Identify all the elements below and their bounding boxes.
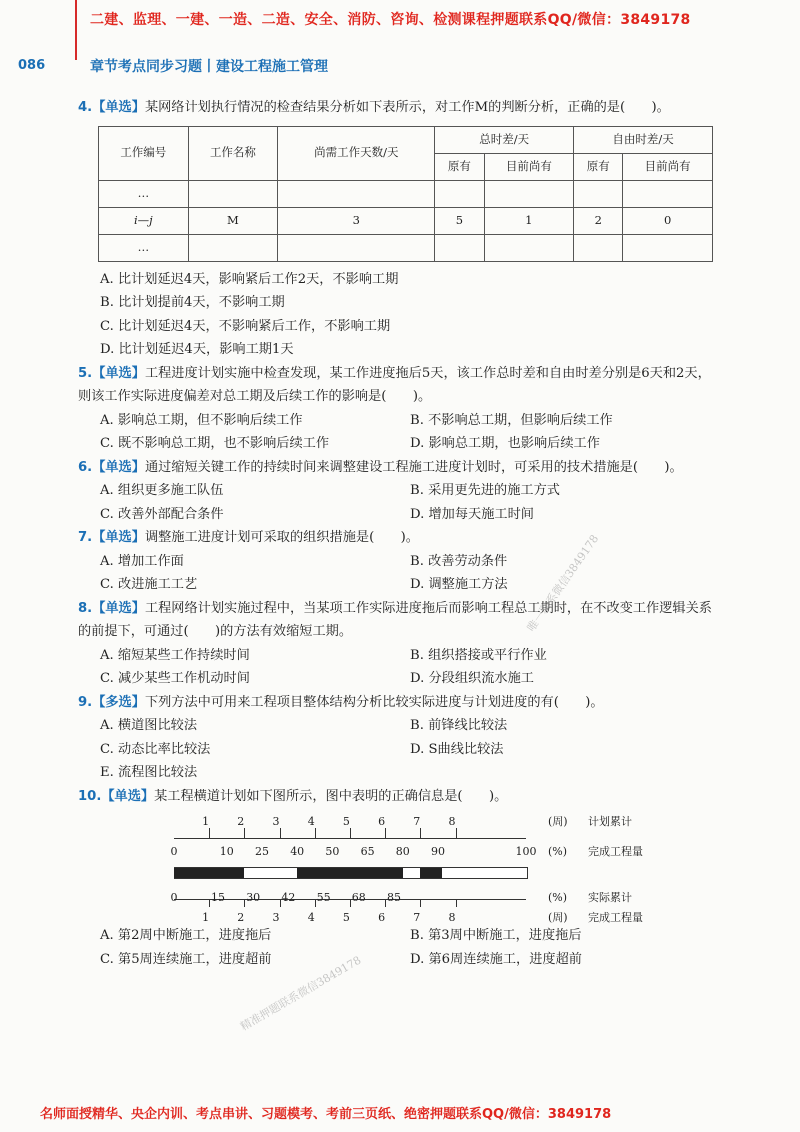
question-type: 【单选】 — [101, 788, 155, 804]
table-cell — [574, 234, 623, 261]
actual-percent-label: 0 — [170, 891, 178, 904]
table-cell: … — [99, 180, 189, 207]
question-list — [78, 96, 718, 971]
week-tick-label: 2 — [237, 815, 245, 828]
option-d: D. 第6周连续施工，进度超前 — [410, 951, 582, 967]
actual-percent-label: 42 — [281, 891, 296, 904]
week-tick-label: 1 — [202, 815, 210, 828]
actual-percent-label: 15 — [211, 891, 225, 904]
table-cell: i—j — [99, 207, 189, 234]
table-cell — [435, 180, 484, 207]
table-cell: 2 — [574, 207, 623, 234]
planned-percent-label: 80 — [395, 845, 410, 858]
table-cell — [574, 180, 623, 207]
week-tick-label: 8 — [448, 815, 456, 828]
week-tick-label: 3 — [272, 815, 280, 828]
question-stem: 调整施工进度计划可采取的组织措施是( )。 — [144, 530, 419, 545]
option-a: A. 第2周中断施工，进度拖后 — [100, 928, 272, 943]
week-tick-label: 8 — [448, 911, 456, 924]
progress-bar-chart — [78, 810, 718, 924]
option-c: C. 改善外部配合条件 — [100, 506, 224, 522]
table-cell — [623, 180, 713, 207]
table-cell — [623, 234, 713, 261]
option-a: A. 组织更多施工队伍 — [100, 483, 224, 498]
week-tick — [315, 899, 316, 907]
planned-percent-label: 40 — [290, 845, 305, 858]
option-a: A. 比计划延迟4天，影响紧后工作2天，不影响工期 — [100, 271, 399, 287]
week-tick-label: 6 — [378, 815, 386, 828]
top-week-unit: (周) — [548, 815, 568, 828]
week-tick — [350, 828, 351, 838]
option-d: D. 分段组织流水施工 — [410, 671, 534, 686]
option-c: C. 改进施工工艺 — [100, 577, 198, 592]
table-subheader: 原有 — [574, 153, 623, 180]
week-tick-label: 1 — [202, 911, 210, 924]
table-cell — [484, 234, 574, 261]
week-tick — [456, 899, 457, 907]
option-e: E. 流程图比较法 — [100, 765, 198, 780]
bottom-week-unit: (周) — [548, 911, 568, 924]
table-cell — [278, 234, 435, 261]
check-result-table — [98, 126, 713, 262]
actual-percent-label: 55 — [316, 891, 331, 904]
worked-segment — [174, 868, 244, 878]
option-list — [100, 644, 718, 691]
question-number: 5. — [78, 365, 93, 381]
question-stem: 下列方法中可用来工程项目整体结构分析比较实际进度与计划进度的有( )。 — [144, 694, 604, 710]
planned-percent-label: 100 — [515, 845, 537, 858]
question-stem: 某工程横道计划如下图所示，图中表明的正确信息是( )。 — [154, 788, 508, 804]
option-d: D. 影响总工期，也影响后续工作 — [410, 436, 600, 451]
question-6 — [78, 456, 718, 480]
question-number: 4. — [78, 100, 93, 115]
question-number: 6. — [78, 459, 93, 475]
option-d: D. 调整施工方法 — [410, 577, 508, 592]
option-list — [100, 714, 718, 785]
week-tick-label: 6 — [378, 911, 386, 924]
option-b: B. 前锋线比较法 — [410, 718, 508, 733]
table-cell — [188, 180, 278, 207]
option-list — [100, 550, 718, 597]
question-type: 【单选】 — [92, 365, 145, 381]
table-header: 自由时差/天 — [574, 126, 713, 153]
week-tick — [456, 828, 457, 838]
table-cell — [435, 234, 484, 261]
option-b: B. 采用更先进的施工方式 — [410, 483, 560, 498]
week-tick — [385, 828, 386, 838]
question-stem: 工程网络计划实施过程中，当某项工作实际进度拖后而影响工程总工期时，在不改变工作逻辑关系的前提下，可通过( )的方法有效缩短工期。 — [78, 600, 712, 639]
table-header: 总时差/天 — [435, 126, 574, 153]
actual-percent-label: 68 — [351, 891, 366, 904]
week-tick — [244, 828, 245, 838]
promo-banner-bottom: 名师面授精华、央企内训、考点串讲、习题模考、考前三页纸、绝密押题联系QQ/微信：3849178 — [40, 1107, 612, 1122]
question-type: 【多选】 — [92, 694, 145, 710]
option-list — [100, 479, 718, 526]
table-header: 工作编号 — [99, 126, 189, 180]
question-number: 7. — [78, 530, 93, 545]
table-cell: … — [99, 234, 189, 261]
question-4 — [78, 96, 718, 120]
planned-percent-label: 65 — [360, 845, 375, 858]
week-tick — [280, 828, 281, 838]
page-number: 086 — [18, 58, 46, 73]
top-week-caption: 计划累计 — [588, 815, 632, 828]
option-b: B. 比计划提前4天，不影响工期 — [100, 295, 285, 310]
option-c: C. 比计划延迟4天，不影响紧后工作，不影响工期 — [100, 318, 391, 334]
option-d: D. 比计划延迟4天，影响工期1天 — [100, 342, 294, 357]
question-8 — [78, 597, 718, 644]
week-tick — [280, 899, 281, 907]
table-row — [99, 180, 713, 207]
question-stem: 通过缩短关键工作的持续时间来调整建设工程施工进度计划时，可采用的技术措施是( )。 — [144, 459, 683, 475]
bottom-week-caption: 完成工程量 — [588, 911, 643, 924]
table-cell — [484, 180, 574, 207]
question-stem: 某网络计划执行情况的检查结果分析如下表所示，对工作M的判断分析，正确的是( )。 — [144, 100, 670, 115]
table-cell: 5 — [435, 207, 484, 234]
question-number: 10. — [78, 788, 102, 804]
promo-banner-top: 二建、监理、一建、一造、二造、安全、消防、咨询、检测课程押题联系QQ/微信：3849178 — [90, 12, 691, 28]
header-side-rule — [75, 0, 77, 60]
option-c: C. 第5周连续施工，进度超前 — [100, 951, 272, 967]
week-tick-label: 4 — [307, 911, 315, 924]
option-b: B. 不影响总工期，但影响后续工作 — [410, 412, 613, 428]
option-list — [78, 268, 718, 362]
question-type: 【单选】 — [92, 459, 145, 475]
table-cell: M — [188, 207, 278, 234]
table-header: 尚需工作天数/天 — [278, 126, 435, 180]
question-5 — [78, 362, 718, 409]
question-7 — [78, 526, 718, 550]
option-a: A. 缩短某些工作持续时间 — [100, 647, 250, 663]
table-row — [99, 234, 713, 261]
option-c: C. 动态比率比较法 — [100, 741, 211, 757]
table-cell: 1 — [484, 207, 574, 234]
week-tick-label: 5 — [342, 815, 350, 828]
option-d: D. S曲线比较法 — [410, 741, 504, 757]
table-header: 工作名称 — [188, 126, 278, 180]
option-d: D. 增加每天施工时间 — [410, 506, 534, 522]
week-tick-label: 3 — [272, 911, 280, 924]
worked-segment — [297, 868, 403, 878]
actual-percent-label: 30 — [246, 891, 261, 904]
bottom-pct-caption: 实际累计 — [588, 891, 632, 904]
worked-segment — [420, 868, 441, 878]
option-list — [100, 924, 718, 971]
watermark-text: 唯一联系微信3849178 — [524, 532, 602, 635]
option-b: B. 第3周中断施工，进度拖后 — [410, 928, 582, 943]
top-pct-caption: 完成工程量 — [588, 845, 643, 858]
question-type: 【单选】 — [92, 600, 145, 616]
week-tick — [420, 899, 421, 907]
table-cell — [278, 180, 435, 207]
week-tick — [209, 899, 210, 907]
chapter-title: 章节考点同步习题丨建设工程施工管理 — [90, 59, 328, 75]
option-a: A. 横道图比较法 — [100, 718, 198, 733]
week-tick-label: 5 — [342, 911, 350, 924]
option-c: C. 既不影响总工期，也不影响后续工作 — [100, 436, 330, 451]
planned-percent-label: 25 — [255, 845, 269, 858]
actual-percent-label: 85 — [387, 891, 401, 904]
question-number: 8. — [78, 600, 93, 616]
option-list — [100, 409, 718, 456]
question-stem: 工程进度计划实施中检查发现，某工作进度拖后5天，该工作总时差和自由时差分别是6天和2天，则该工作实际进度偏差对总工期及后续工作的影响是( )。 — [78, 365, 711, 404]
week-tick — [315, 828, 316, 838]
week-tick-label: 7 — [413, 911, 421, 924]
week-tick — [385, 899, 386, 907]
week-tick — [350, 899, 351, 907]
week-tick-label: 7 — [413, 815, 421, 828]
table-row — [99, 207, 713, 234]
table-subheader: 目前尚有 — [484, 153, 574, 180]
watermark-text: 精准押题联系微信3849178 — [238, 953, 364, 1034]
table-cell — [188, 234, 278, 261]
week-tick — [420, 828, 421, 838]
question-9 — [78, 691, 718, 715]
week-tick-label: 4 — [307, 815, 315, 828]
planned-percent-label: 0 — [170, 845, 178, 858]
table-subheader: 目前尚有 — [623, 153, 713, 180]
question-10 — [78, 785, 718, 809]
question-type: 【单选】 — [92, 530, 145, 545]
question-type: 【单选】 — [92, 100, 145, 115]
table-subheader: 原有 — [435, 153, 484, 180]
option-a: A. 影响总工期，但不影响后续工作 — [100, 412, 303, 428]
planned-percent-label: 90 — [431, 845, 445, 858]
option-a: A. 增加工作面 — [100, 553, 184, 569]
option-b: B. 组织搭接或平行作业 — [410, 647, 547, 663]
table-cell: 0 — [623, 207, 713, 234]
week-tick — [244, 899, 245, 907]
week-tick — [209, 828, 210, 838]
question-number: 9. — [78, 694, 93, 710]
top-pct-unit: (%) — [548, 845, 568, 858]
planned-percent-label: 10 — [219, 845, 234, 858]
option-c: C. 减少某些工作机动时间 — [100, 671, 250, 686]
planned-percent-label: 50 — [325, 845, 340, 858]
option-b: B. 改善劳动条件 — [410, 553, 508, 569]
top-axis-line — [174, 838, 526, 839]
week-tick-label: 2 — [237, 911, 245, 924]
table-cell: 3 — [278, 207, 435, 234]
bottom-pct-unit: (%) — [548, 891, 568, 904]
